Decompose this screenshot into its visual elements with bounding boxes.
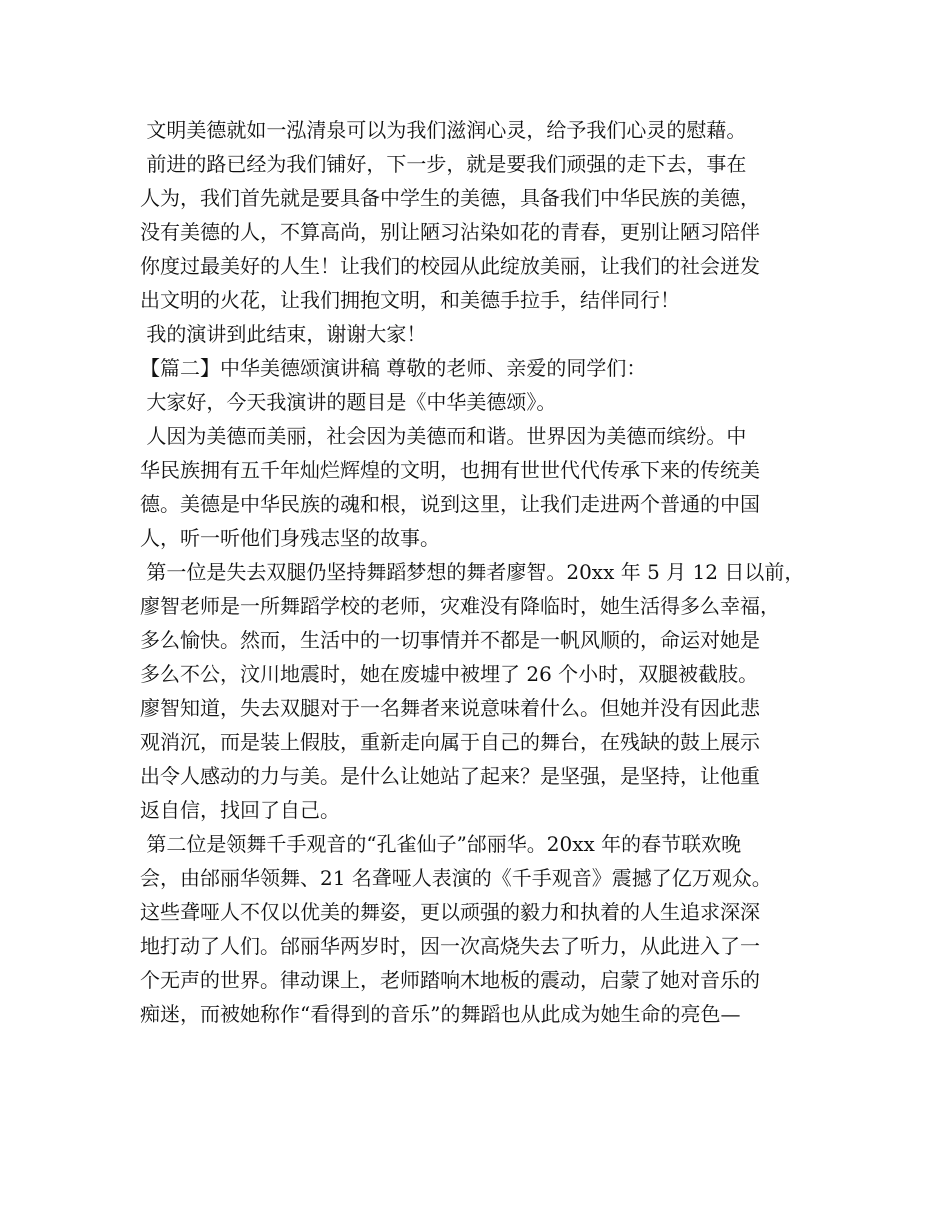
text-line: 德。美德是中华民族的魂和根，说到这里，让我们走进两个普通的中国 [140, 492, 760, 516]
text-line: 第一位是失去双腿仍坚持舞蹈梦想的舞者廖智。20xx 年 5 月 12 日以前， [140, 560, 805, 584]
text-line: 廖智知道，失去双腿对于一名舞者来说意味着什么。但她并没有因此悲 [140, 696, 760, 720]
text-line: 地打动了人们。邰丽华两岁时，因一次高烧失去了听力，从此进入了一 [140, 934, 760, 958]
text-line: 观消沉，而是装上假肢，重新走向属于自己的舞台，在残缺的鼓上展示 [140, 730, 760, 754]
text-line: 华民族拥有五千年灿烂辉煌的文明，也拥有世世代代传承下来的传统美 [140, 458, 760, 482]
text-line: 多么不公，汶川地震时，她在废墟中被埋了 26 个小时，双腿被截肢。 [140, 662, 759, 686]
text-line: 前进的路已经为我们铺好，下一步，就是要我们顽强的走下去，事在 [140, 152, 747, 176]
text-line: 人因为美德而美丽，社会因为美德而和谐。世界因为美德而缤纷。中 [140, 424, 747, 448]
section-heading: 【篇二】中华美德颂演讲稿 尊敬的老师、亲爱的同学们： [140, 356, 647, 380]
text-line: 痴迷，而被她称作“看得到的音乐”的舞蹈也从此成为她生命的亮色— [140, 1002, 741, 1026]
text-line: 廖智老师是一所舞蹈学校的老师，灾难没有降临时，她生活得多么幸福， [140, 594, 780, 618]
text-line: 人为，我们首先就是要具备中学生的美德，具备我们中华民族的美德， [140, 186, 760, 210]
text-line: 会，由邰丽华领舞、21 名聋哑人表演的《千手观音》震撼了亿万观众。 [140, 866, 772, 890]
text-line: 人，听一听他们身残志坚的故事。 [140, 526, 440, 550]
text-line: 返自信，找回了自己。 [140, 798, 340, 822]
text-line: 我的演讲到此结束，谢谢大家！ [140, 322, 427, 346]
text-line: 没有美德的人，不算高尚，别让陋习沾染如花的青春，更别让陋习陪伴 [140, 220, 760, 244]
text-line: 你度过最美好的人生！让我们的校园从此绽放美丽，让我们的社会迸发 [140, 254, 760, 278]
text-line: 这些聋哑人不仅以优美的舞姿，更以顽强的毅力和执着的人生追求深深 [140, 900, 760, 924]
text-line: 文明美德就如一泓清泉可以为我们滋润心灵，给予我们心灵的慰藉。 [140, 118, 747, 142]
document-body [140, 113, 840, 1031]
text-line: 出令人感动的力与美。是什么让她站了起来？是坚强，是坚持，让他重 [140, 764, 760, 788]
text-line: 第二位是领舞千手观音的“孔雀仙子”邰丽华。20xx 年的春节联欢晚 [140, 832, 742, 856]
text-line: 大家好，今天我演讲的题目是《中华美德颂》。 [140, 390, 557, 414]
text-line: 个无声的世界。律动课上，老师踏响木地板的震动，启蒙了她对音乐的 [140, 968, 760, 992]
text-line: 多么愉快。然而，生活中的一切事情并不都是一帆风顺的，命运对她是 [140, 628, 760, 652]
text-line: 出文明的火花，让我们拥抱文明，和美德手拉手，结伴同行！ [140, 288, 680, 312]
